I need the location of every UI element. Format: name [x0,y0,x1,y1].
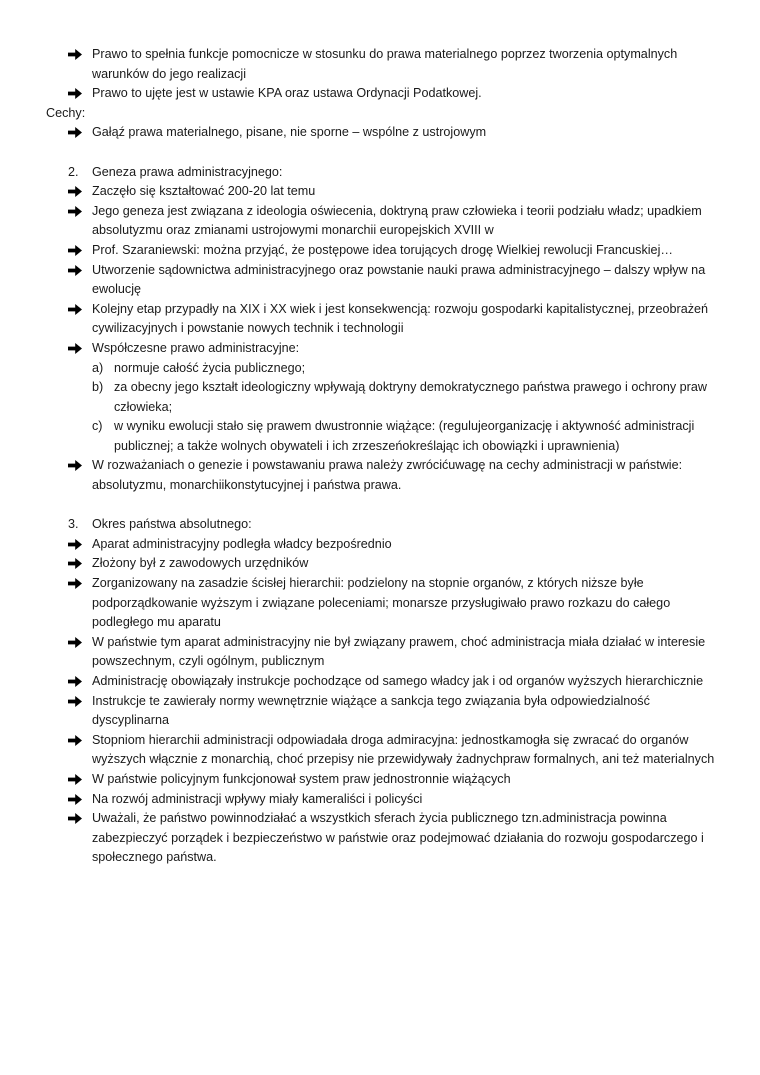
paragraph-gap [0,143,760,163]
arrow-bullet-icon [68,558,82,569]
bullet-item [0,339,760,359]
bullet-item [0,241,760,261]
arrow-bullet [68,672,88,692]
document-body [0,45,760,868]
arrow-bullet-icon [68,343,82,354]
bullet-item [0,261,760,300]
bullet-item [0,45,760,84]
bullet-text: Utworzenie sądownictwa administracyjnego oraz powstanie nauki prawa administracyjnego – dalszy wpływ na ewolucję [92,262,706,297]
bullet-text: Administrację obowiązały instrukcje pochodzące od samego władcy jak i od organów wyższych hierarchicznie [92,674,704,688]
bullet-text: Złożony był z zawodowych urzędników [92,556,309,571]
arrow-bullet-icon [68,735,82,746]
arrow-bullet-icon [68,676,82,687]
arrow-bullet [68,574,88,594]
bullet-text: W państwie policyjnym funkcjonował system praw jednostronnie wiążących [92,771,511,786]
bullet-text: Na rozwój administracji wpływy miały kameraliści i policyści [92,791,423,806]
bullet-text: Stopniom hierarchii administracji odpowiadała droga admiracyjna: jednostkamogła się zwracać do organów wyższych włącznie z monarchią, choć przepisy nie przewidywały żadnychpraw formalnych, ani też materialnych [92,732,715,767]
bullet-text: Współczesne prawo administracyjne: [92,340,300,355]
section-3-heading [0,515,760,535]
bullet-text: Aparat administracyjny podległa władcy bezpośrednio [92,536,392,551]
arrow-bullet [68,202,88,222]
arrow-bullet [68,261,88,281]
bullet-text: Gałąź prawa materialnego, pisane, nie sporne – wspólne z ustrojowym [92,125,487,140]
arrow-bullet-icon [68,245,82,256]
arrow-bullet [68,300,88,320]
section-number: 3. [68,517,79,532]
arrow-bullet [68,790,88,810]
bullet-item [0,84,760,104]
bullet-text: W państwie tym aparat administracyjny nie był związany prawem, choć administracja miała działać w interesie powszechnym, czyli ogólnym, publicznym [92,634,706,669]
sub-list-text: za obecny jego kształt ideologiczny wpływają doktryny demokratycznego państwa prawego i ochrony praw człowieka; [114,380,707,414]
bullet-item [0,535,760,555]
bullet-text: Prawo to spełnia funkcje pomocnicze w stosunku do prawa materialnego poprzez tworzenia optymalnych warunków do jego realizacji [92,47,678,81]
arrow-bullet-icon [68,794,82,805]
arrow-bullet-icon [68,460,82,471]
arrow-bullet [68,692,88,712]
bullet-item [0,809,760,868]
arrow-bullet [68,123,88,143]
bullet-text: Prawo to ujęte jest w ustawie KPA oraz ustawa Ordynacji Podatkowej. [92,86,482,101]
arrow-bullet-icon [68,696,82,707]
sub-list-item [0,417,760,456]
arrow-bullet [68,456,88,476]
bullet-item [0,770,760,790]
arrow-bullet-icon [68,265,82,276]
bullet-item [0,672,760,692]
bullet-item [0,574,760,633]
arrow-bullet [68,182,88,202]
bullet-text: W rozważaniach o genezie i powstawaniu prawa należy zwrócićuwagę na cechy administracji w państwie: absolutyzmu, monarchiikonstytucyjnej i państwa prawa. [92,458,683,493]
bullet-text: Uważali, że państwo powinnodziałać a wszystkich sferach życia publicznego tzn.administracja powinna zabezpieczyć porządek i bezpieczeństwo w państwie oraz podejmować działania do rozwoju gospodarczego i społecznego państwa. [92,811,704,865]
bullet-item [0,554,760,574]
sub-list-item [0,359,760,379]
arrow-bullet-icon [68,304,82,315]
section-2-heading [0,163,760,183]
cechy-bullet [0,123,760,143]
arrow-bullet [68,731,88,751]
bullet-item [0,202,760,241]
bullet-item [0,790,760,810]
arrow-bullet-icon [68,813,82,824]
arrow-bullet [68,633,88,653]
bullet-item [0,692,760,731]
sub-list-text: normuje całość życia publicznego; [114,360,306,375]
bullet-text: Instrukcje te zawierały normy wewnętrznie wiążące a sankcja tego związania była odpowiedzialność dyscyplinarna [92,693,650,728]
bullet-text: Kolejny etap przypadły na XIX i XX wiek i jest konsekwencją: rozwoju gospodarki kapitalistycznej, przeobrażeń cywilizacyjnych i powstanie nowych technik i technologii [92,301,709,336]
bullet-text: Jego geneza jest związana z ideologia oświecenia, doktryną praw człowieka i teorii podziału władz; upadkiem absolutyzmu oraz zmianami ustrojowymi monarchii europejskich XVIII w [92,203,702,238]
arrow-bullet-icon [68,539,82,550]
arrow-bullet [68,770,88,790]
arrow-bullet [68,84,88,104]
arrow-bullet [68,45,88,65]
arrow-bullet-icon [68,774,82,785]
arrow-bullet-icon [68,127,82,138]
section-number: 2. [68,164,79,179]
arrow-bullet-icon [68,49,82,60]
bullet-item [0,456,760,495]
sub-list-marker: b) [92,380,104,395]
bullet-item [0,182,760,202]
arrow-bullet-icon [68,206,82,217]
arrow-bullet [68,535,88,555]
bullet-item [0,633,760,672]
arrow-bullet-icon [68,88,82,99]
arrow-bullet-icon [68,578,82,589]
paragraph-gap [0,496,760,516]
arrow-bullet-icon [68,186,82,197]
bullet-text: Zaczęło się kształtować 200-20 lat temu [92,184,316,199]
sub-list-item [0,378,760,417]
bullet-item [0,300,760,339]
sub-list-marker: a) [92,360,104,375]
sub-list-text: w wyniku ewolucji stało się prawem dwustronnie wiążące: (regulujeorganizację i aktywność administracji publicznej; a także wolnych obywateli i ich zrzeszeńokreślając ich obowiązki i uprawnienia) [114,419,695,453]
section-heading-text: Geneza prawa administracyjnego: [92,164,283,179]
bullet-text: Prof. Szaraniewski: można przyjąć, że postępowe idea torujących drogę Wielkiej rewolucji Francuskiej… [92,242,673,257]
arrow-bullet [68,241,88,261]
bullet-item [0,731,760,770]
bullet-text: Zorganizowany na zasadzie ścisłej hierarchii: podzielony na stopnie organów, z których niższe byłe podporządkowanie wyższym i związane poleceniami; monarsze przysługiwało prawo rozkazu do całego podległego mu aparatu [92,576,671,630]
sub-list-marker: c) [92,419,103,434]
arrow-bullet [68,339,88,359]
section-heading-text: Okres państwa absolutnego: [92,517,252,532]
cechy-label: Cechy: [46,105,86,120]
arrow-bullet [68,809,88,829]
arrow-bullet-icon [68,637,82,648]
arrow-bullet [68,554,88,574]
